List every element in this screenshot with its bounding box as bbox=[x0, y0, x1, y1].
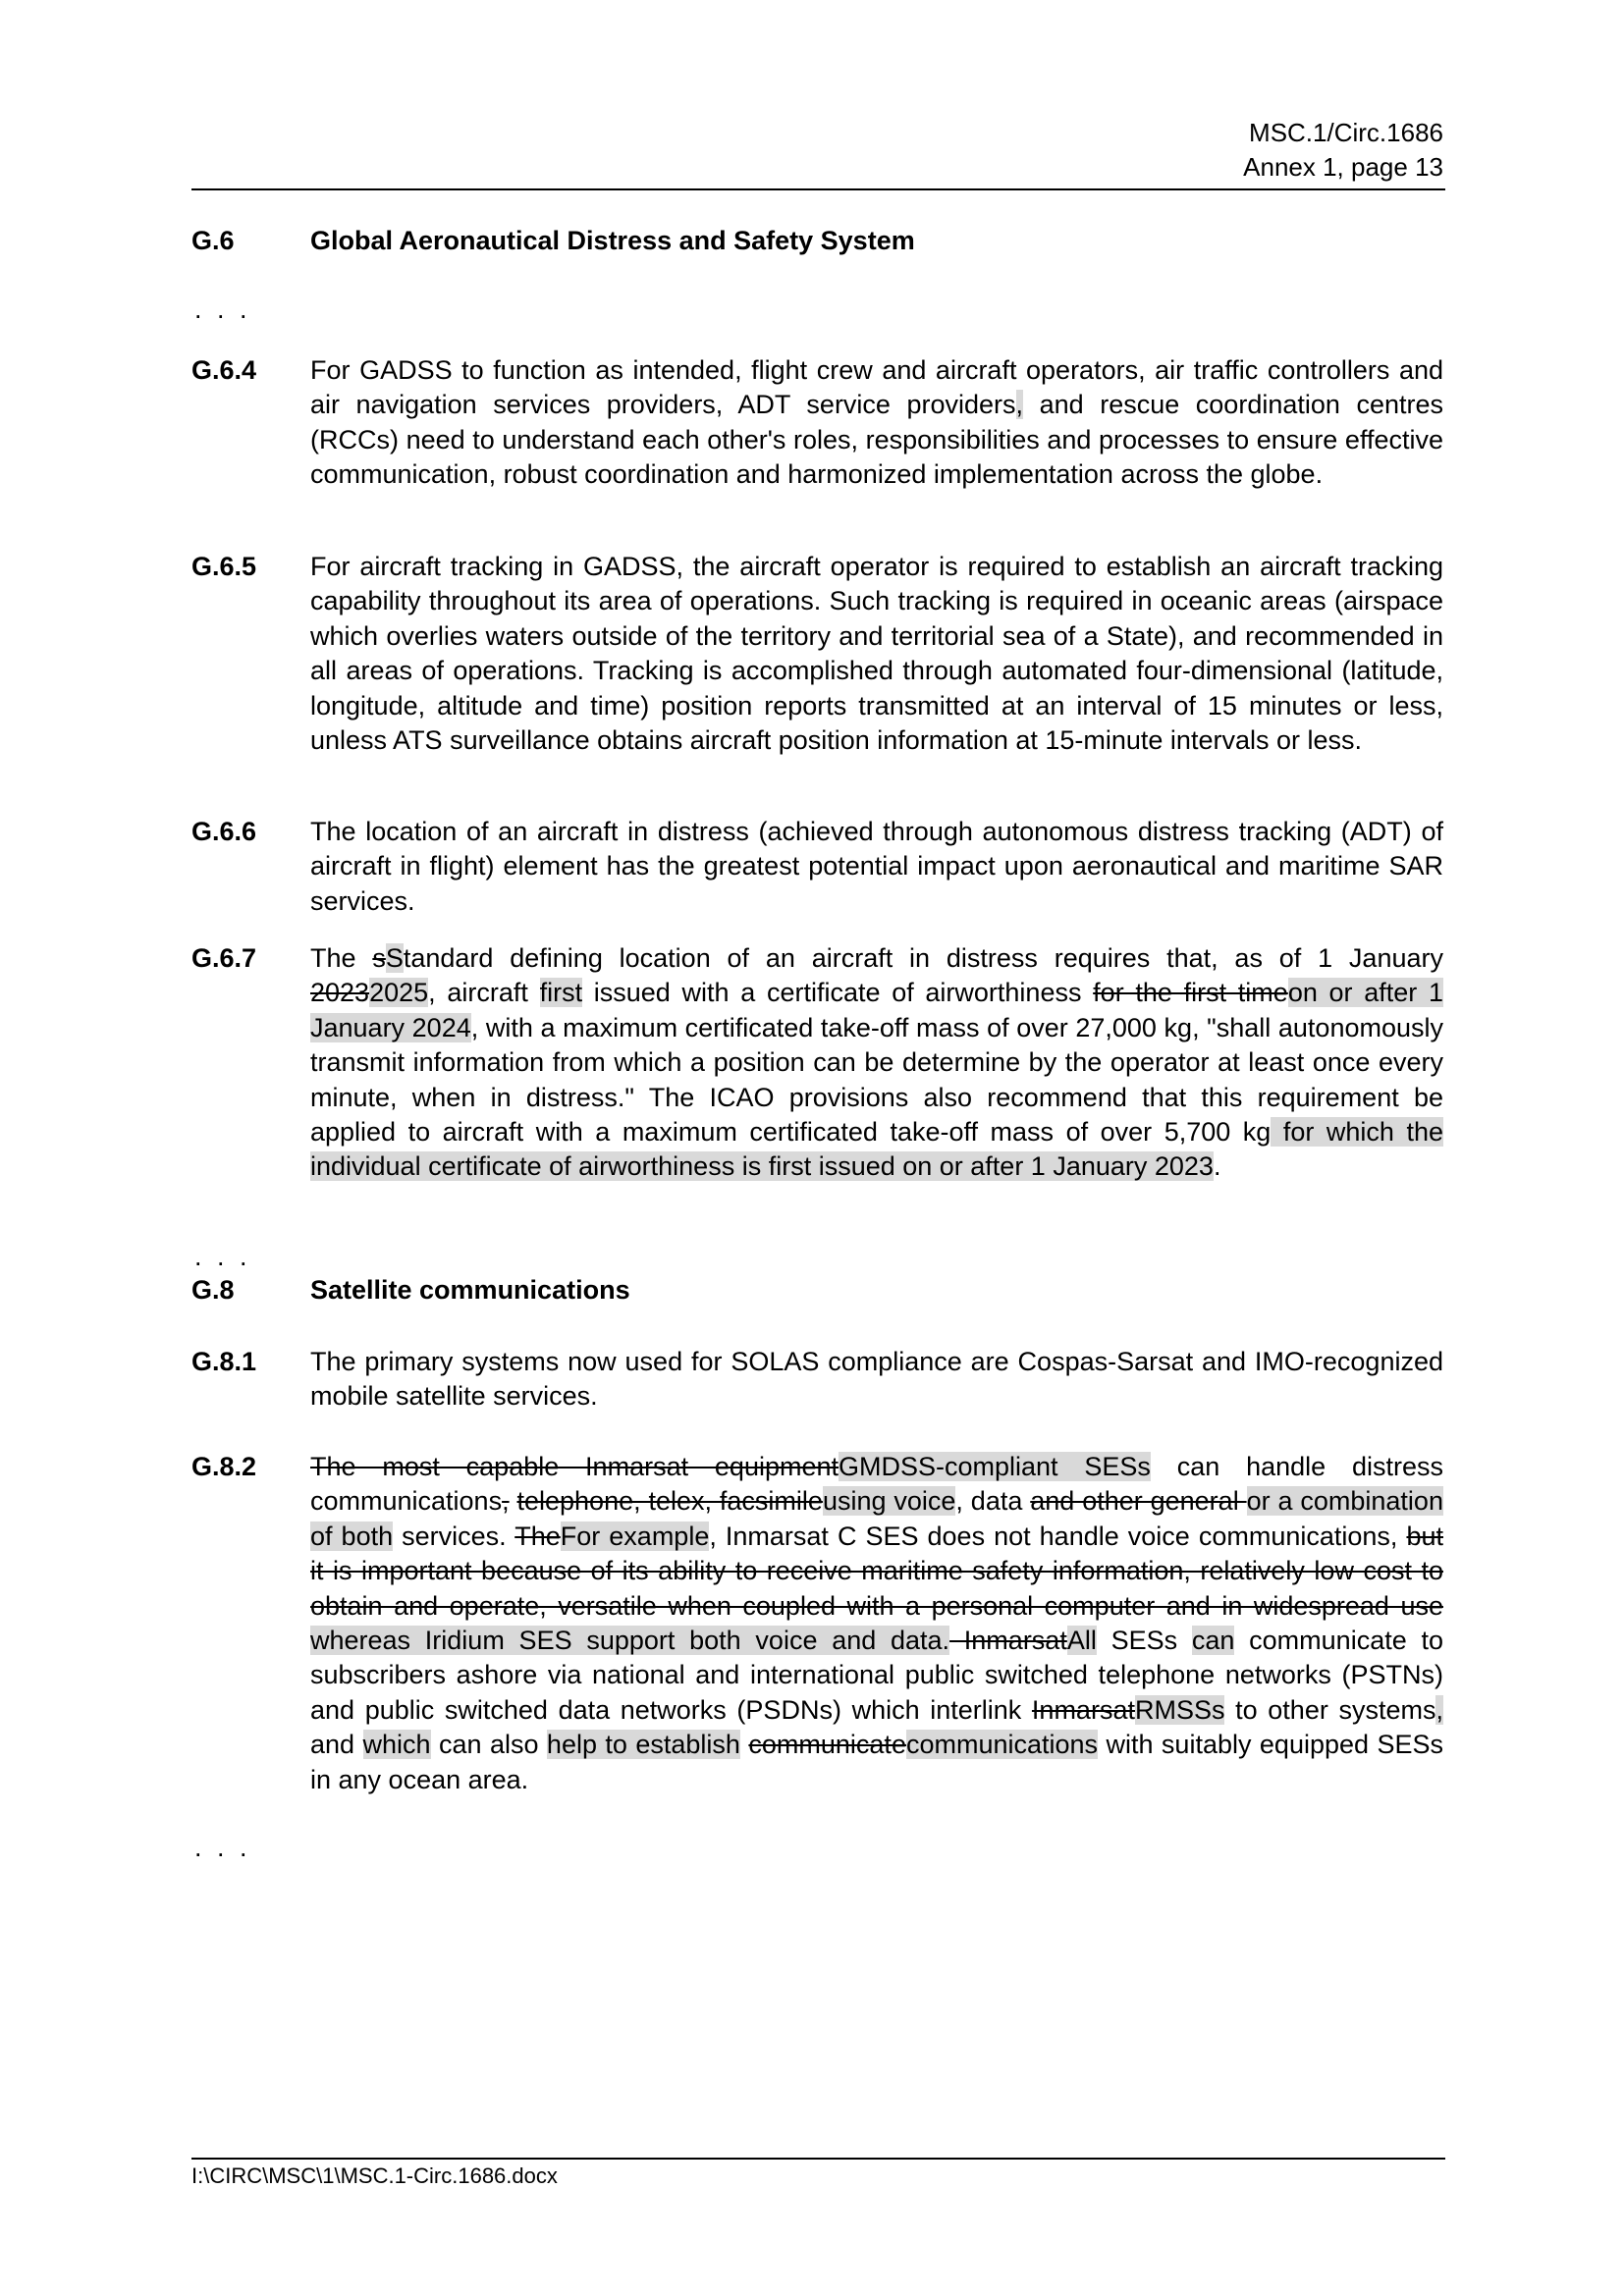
paragraph-text bbox=[310, 1450, 1443, 1797]
section-number: G.6 bbox=[191, 226, 235, 255]
ellipsis: . . . bbox=[194, 1833, 251, 1862]
text-run: The location of an aircraft in distress (achieved through autonomous distress tracking (ADT) of aircraft in flight) element has the greatest potential impact upon aeronautical and maritime SAR services. bbox=[310, 817, 1443, 916]
footer-rule bbox=[191, 2158, 1445, 2160]
tracked-deletion: Inmarsat bbox=[949, 1626, 1067, 1656]
tracked-deletion: Inmarsat bbox=[1031, 1694, 1135, 1725]
paragraph-number: G.6.6 bbox=[191, 817, 257, 846]
paragraph-text bbox=[310, 941, 1443, 1185]
tracked-insertion: communications bbox=[905, 1730, 1099, 1760]
paragraph-text bbox=[310, 353, 1443, 493]
ellipsis: . . . bbox=[194, 1242, 251, 1271]
paragraph-g64 bbox=[191, 353, 1443, 493]
tracked-insertion: for which the individual certificate of airworthiness is first issued on or after 1 January 2023 bbox=[310, 1117, 1443, 1182]
tracked-insertion: first bbox=[539, 978, 583, 1008]
document-reference: MSC.1/Circ.1686 bbox=[1249, 118, 1443, 147]
text-run: , Inmarsat C SES does not handle voice communications, bbox=[709, 1521, 1407, 1551]
tracked-deletion: communicate bbox=[748, 1730, 906, 1760]
tracked-deletion: telephone, telex, facsimile bbox=[516, 1486, 823, 1517]
page-header bbox=[191, 116, 1443, 185]
text-run: The primary systems now used for SOLAS compliance are Cospas-Sarsat and IMO-recognized mobile satellite services. bbox=[310, 1347, 1443, 1412]
tracked-insertion: on or after 1 January 2024 bbox=[310, 978, 1443, 1042]
paragraph-number: G.6.5 bbox=[191, 552, 257, 581]
tracked-insertion: RMSSs bbox=[1134, 1694, 1225, 1725]
text-run: SESs bbox=[1096, 1626, 1192, 1656]
paragraph-g65 bbox=[191, 550, 1443, 758]
paragraph-g67 bbox=[191, 941, 1443, 1185]
section-heading-g6 bbox=[191, 224, 1443, 258]
text-run: and bbox=[310, 1730, 363, 1760]
tracked-insertion: , bbox=[1435, 1694, 1443, 1725]
text-run: The bbox=[310, 943, 373, 973]
tracked-insertion: using voice bbox=[822, 1486, 956, 1517]
paragraph-g81 bbox=[191, 1345, 1443, 1415]
page-reference: Annex 1, page 13 bbox=[1243, 152, 1443, 182]
tracked-insertion: 2025 bbox=[369, 978, 429, 1008]
text-run: services. bbox=[393, 1521, 515, 1551]
footer-file-path: I:\CIRC\MSC\1\MSC.1-Circ.1686.docx bbox=[191, 2163, 558, 2188]
tracked-insertion: which bbox=[362, 1730, 431, 1760]
paragraph-text bbox=[310, 1345, 1443, 1415]
tracked-insertion: GMDSS-compliant SESs bbox=[839, 1452, 1151, 1481]
text-run: and rescue coordination centres (RCCs) need to understand each other's roles, responsibilities and processes to ensure effective communication, robust coordination and harmonized implementation across the globe. bbox=[310, 390, 1443, 490]
paragraph-g66 bbox=[191, 815, 1443, 919]
section-title: Satellite communications bbox=[310, 1275, 630, 1305]
text-run: can also bbox=[430, 1730, 547, 1760]
header-rule bbox=[191, 188, 1445, 190]
section-heading-g8 bbox=[191, 1273, 1443, 1308]
text-run: . bbox=[1213, 1151, 1221, 1182]
text-run: For GADSS to function as intended, flight crew and aircraft operators, air traffic controllers and air navigation services providers, ADT service providers bbox=[310, 355, 1443, 420]
tracked-insertion: , bbox=[1015, 390, 1024, 420]
paragraph-number: G.6.4 bbox=[191, 355, 257, 385]
tracked-insertion: All bbox=[1066, 1626, 1097, 1656]
tracked-deletion: and other general bbox=[1030, 1486, 1247, 1517]
text-run: with suitably equipped SESs in any ocean area. bbox=[310, 1730, 1443, 1794]
section-title: Global Aeronautical Distress and Safety System bbox=[310, 226, 915, 255]
paragraph-number: G.8.1 bbox=[191, 1347, 257, 1376]
paragraph-number: G.8.2 bbox=[191, 1452, 257, 1481]
text-run: , with a maximum certificated take-off mass of over 27,000 kg, "shall autonomously transmit information from which a position can be determine by the operator at least once every minute, when in distress." The ICAO provisions also recommend that this requirement be applied to aircraft with a maximum certificated take-off mass of over 5,700 kg bbox=[310, 1012, 1443, 1148]
tracked-deletion: , bbox=[502, 1486, 510, 1517]
tracked-deletion: The most capable Inmarsat equipment bbox=[310, 1452, 839, 1481]
tracked-deletion: but it is important because of its ability to receive maritime safety information, relatively low cost to obtain and operate, versatile when coupled with a personal computer and in widespread use bbox=[310, 1521, 1443, 1621]
text-run: communicate to subscribers ashore via national and international public switched telephone networks (PSTNs) and public switched data networks (PSDNs) which interlink bbox=[310, 1626, 1443, 1725]
text-run: issued with a certificate of airworthiness bbox=[582, 978, 1094, 1008]
tracked-insertion: For example bbox=[560, 1521, 710, 1551]
text-run: , aircraft bbox=[428, 978, 540, 1008]
tracked-insertion: whereas Iridium SES support both voice and data. bbox=[310, 1626, 950, 1656]
paragraph-g82 bbox=[191, 1450, 1443, 1797]
section-number: G.8 bbox=[191, 1275, 235, 1305]
text-run: tandard defining location of an aircraft in distress requires that, as of 1 January bbox=[403, 943, 1443, 973]
paragraph-number: G.6.7 bbox=[191, 943, 257, 973]
ellipsis: . . . bbox=[194, 294, 251, 324]
text-run: to other systems bbox=[1224, 1694, 1436, 1725]
text-run: , data bbox=[955, 1486, 1031, 1517]
tracked-insertion: help to establish bbox=[546, 1730, 740, 1760]
paragraph-text bbox=[310, 550, 1443, 758]
tracked-deletion: s bbox=[372, 943, 386, 973]
tracked-insertion: or a combination of both bbox=[310, 1486, 1443, 1551]
tracked-insertion: S bbox=[385, 943, 404, 973]
tracked-deletion: The bbox=[514, 1521, 561, 1551]
tracked-deletion: 2023 bbox=[310, 978, 370, 1008]
text-run: For aircraft tracking in GADSS, the aircraft operator is required to establish an aircraft tracking capability throughout its area of operations. Such tracking is required in oceanic areas (airspace which overlies waters outside of the territory and territorial sea of a State), and recommended in all areas of operations. Tracking is accomplished through automated four-dimensional (latitude, longitude, altitude and time) position reports transmitted at an interval of 15 minutes or less, unless ATS surveillance obtains aircraft position information at 15-minute intervals or less. bbox=[310, 552, 1443, 756]
text-run: can handle distress communications bbox=[310, 1452, 1443, 1517]
paragraph-text bbox=[310, 815, 1443, 919]
tracked-insertion: can bbox=[1191, 1626, 1235, 1656]
tracked-deletion: for the first time bbox=[1093, 978, 1288, 1008]
